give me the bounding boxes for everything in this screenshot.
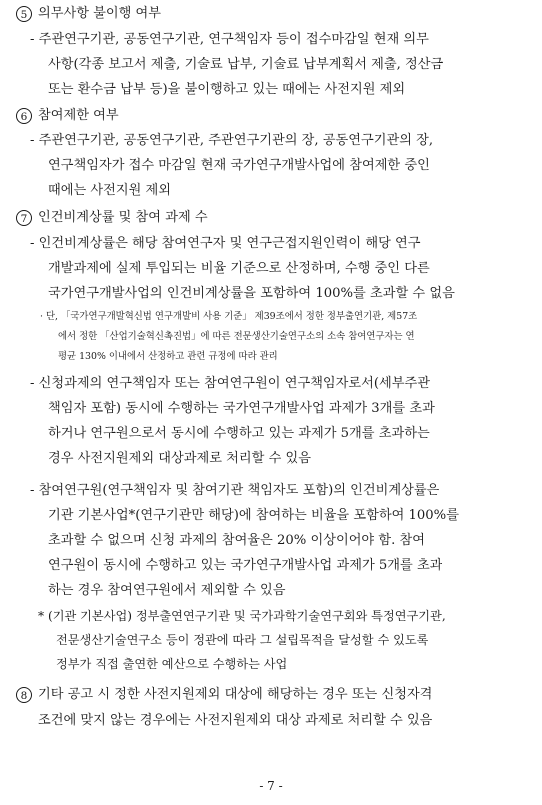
text-line: 또는 환수금 납부 등)을 불이행하고 있는 때에는 사전지원 제외 xyxy=(48,82,406,97)
text-line: - 인건비계상률은 해당 참여연구자 및 연구근접지원인력이 해당 연구 xyxy=(30,236,421,251)
text-line: 초과할 수 없으며 신청 과제의 참여율은 20% 이상이어야 함. 참여 xyxy=(48,533,425,548)
text-line: - 신청과제의 연구책임자 또는 참여연구원이 연구책임자로서(세부주관 xyxy=(30,376,430,391)
note-line: 평균 130% 이내에서 산정하고 관련 규정에 따라 관리 xyxy=(58,351,278,362)
section-5-heading xyxy=(16,3,161,25)
text-line: 경우 사전지원제외 대상과제로 처리할 수 있음 xyxy=(48,451,312,466)
section-title: 인건비계상률 및 참여 과제 수 xyxy=(38,210,208,225)
text-line: 책임자 포함) 동시에 수행하는 국가연구개발사업 과제가 3개를 초과 xyxy=(48,401,435,416)
section-8-heading xyxy=(16,684,432,706)
section-number: 5 xyxy=(16,6,32,22)
text-line: - 참여연구원(연구책임자 및 참여기관 책임자도 포함)의 인건비계상률은 xyxy=(30,483,440,498)
text-line: 사항(각종 보고서 제출, 기술료 납부, 기술료 납부계획서 제출, 정산금 xyxy=(48,57,444,72)
section-title: 참여제한 여부 xyxy=(38,108,119,123)
section-number: 7 xyxy=(16,210,32,226)
text-line: 기관 기본사업*(연구기관만 해당)에 참여하는 비율을 포함하여 100%를 xyxy=(48,508,459,523)
text-line: - 주관연구기관, 공동연구기관, 주관연구기관의 장, 공동연구기관의 장, xyxy=(30,133,434,148)
text-line: 하거나 연구원으로서 동시에 수행하고 있는 과제가 5개를 초과하는 xyxy=(48,426,430,441)
note-line: · 단, 「국가연구개발혁신법 연구개발비 사용 기준」 제39조에서 정한 정부출연기관, 제57조 xyxy=(40,311,418,322)
text-line: 조건에 맞지 않는 경우에는 사전지원제외 대상 과제로 처리할 수 있음 xyxy=(38,713,433,728)
section-title: 의무사항 불이행 여부 xyxy=(38,6,162,21)
section-number: 8 xyxy=(16,687,32,703)
section-7-heading xyxy=(16,207,208,229)
text-line: 개발과제에 실제 투입되는 비율 기준으로 산정하며, 수행 중인 다른 xyxy=(48,261,430,276)
section-text: 기타 공고 시 정한 사전지원제외 대상에 해당하는 경우 또는 신청자격 xyxy=(38,687,433,702)
text-line: 연구원이 동시에 수행하고 있는 국가연구개발사업 과제가 5개를 초과 xyxy=(48,558,443,573)
text-line: 때에는 사전지원 제외 xyxy=(48,183,172,198)
page-number: - 7 - xyxy=(259,779,283,793)
section-number: 6 xyxy=(16,108,32,124)
text-line: 연구책임자가 접수 마감일 현재 국가연구개발사업에 참여제한 중인 xyxy=(48,158,430,173)
text-line: - 주관연구기관, 공동연구기관, 연구책임자 등이 접수마감일 현재 의무 xyxy=(30,32,429,47)
footnote-line: 전문생산기술연구소 등이 정관에 따라 그 설립목적을 달성할 수 있도록 xyxy=(56,633,429,647)
text-line: 하는 경우 참여연구원에서 제외할 수 있음 xyxy=(48,583,286,598)
note-line: 에서 정한 「산업기술혁신촉진법」에 따른 전문생산기술연구소의 소속 참여연구자는 연 xyxy=(58,331,415,342)
section-6-heading xyxy=(16,105,119,127)
text-line: 국가연구개발사업의 인건비계상률을 포함하여 100%를 초과할 수 없음 xyxy=(48,286,455,301)
footnote-line: * (기관 기본사업) 정부출연연구기관 및 국가과학기술연구회와 특정연구기관, xyxy=(38,609,446,623)
footnote-line: 정부가 직접 출연한 예산으로 수행하는 사업 xyxy=(56,657,288,671)
